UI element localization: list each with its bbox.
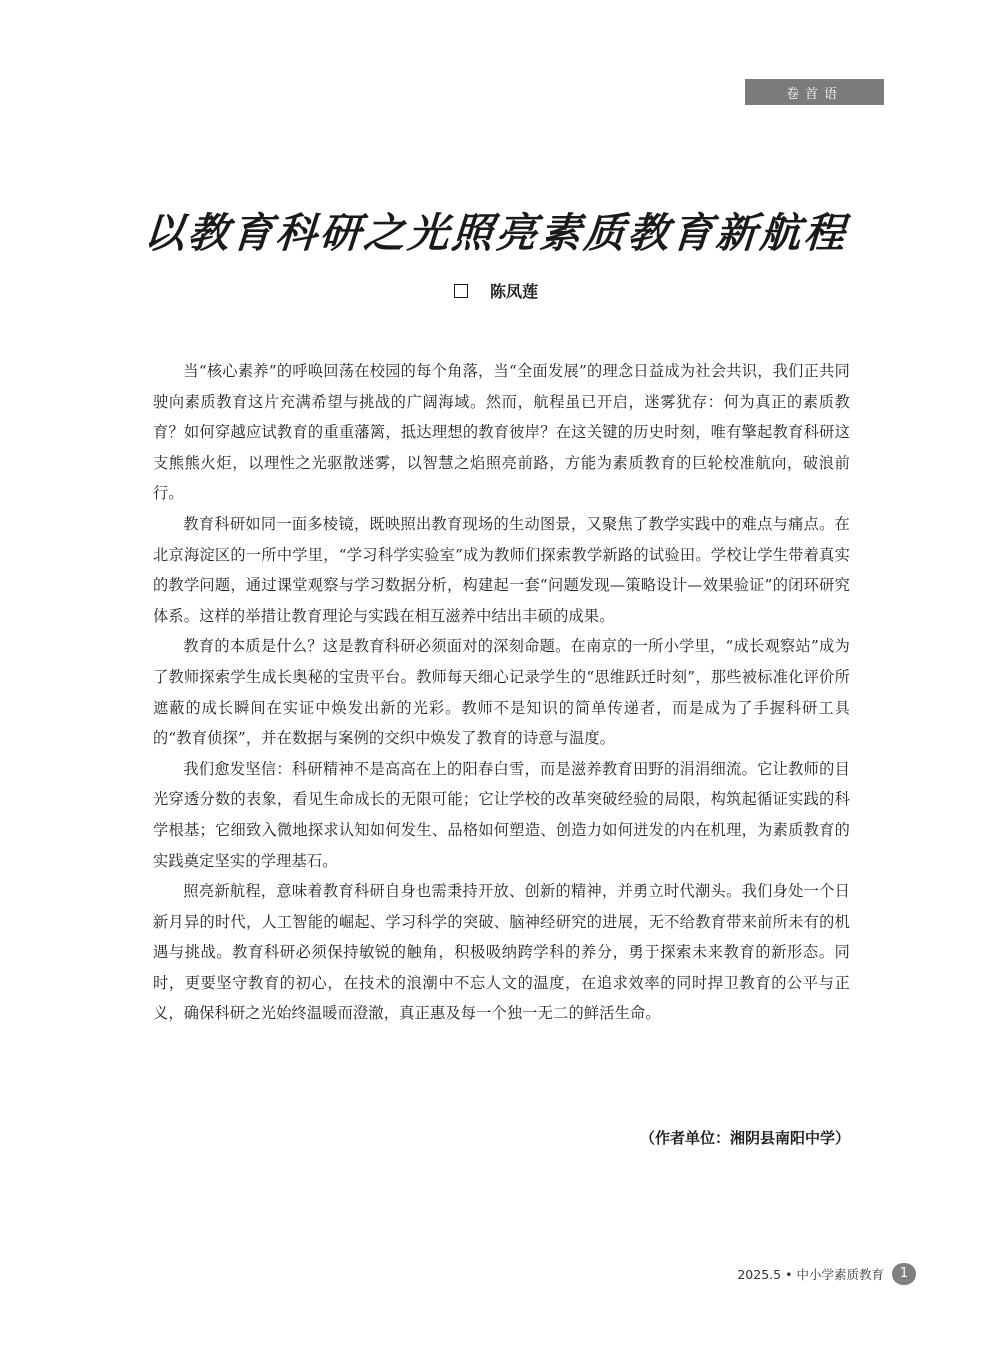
- section-tag: 卷首语: [745, 79, 884, 105]
- paragraph-5: 照亮新航程，意味着教育科研自身也需秉持开放、创新的精神，并勇立时代潮头。我们身处一个日新月异的时代，人工智能的崛起、学习科学的突破、脑神经研究的进展，无不给教育带来前所未有的机遇与挑战。教育科研必须保持敏锐的触角，积极吸纳跨学科的养分，勇于探索未来教育的新形态。同时，更要坚守教育的初心，在技术的浪潮中不忘人文的温度，在追求效率的同时捍卫教育的公平与正义，确保科研之光始终温暖而澄澈，真正惠及每一个独一无二的鲜活生命。: [153, 882, 850, 1023]
- separator-dot: •: [785, 1266, 793, 1282]
- paragraph-3: 教育的本质是什么？这是教育科研必须面对的深刻命题。在南京的一所小学里，“成长观察站”成为了教师探索学生成长奥秘的宝贵平台。教师每天细心记录学生的“思维跃迁时刻”，那些被标准化评价所遮蔽的成长瞬间在实证中焕发出新的光彩。教师不是知识的简单传递者，而是成为了手握科研工具的“教育侦探”，并在数据与案例的交织中焕发了教育的诗意与温度。: [153, 637, 850, 748]
- byline: [0, 279, 992, 302]
- article-body: [153, 356, 850, 1029]
- journal-name: 中小学素质教育: [796, 1267, 884, 1282]
- page-number-badge: 1: [892, 1263, 916, 1285]
- author-affiliation: （作者单位：湘阴县南阳中学）: [639, 1129, 850, 1147]
- paragraph-1: 当“核心素养”的呼唤回荡在校园的每个角落，当“全面发展”的理念日益成为社会共识，我们正共同驶向素质教育这片充满希望与挑战的广阔海域。然而，航程虽已开启，迷雾犹存：何为真正的素质教育？如何穿越应试教育的重重藩篱，抵达理想的教育彼岸？在这关键的历史时刻，唯有擎起教育科研这支熊熊火炬，以理性之光驱散迷雾，以智慧之焰照亮前路，方能为素质教育的巨轮校准航向，破浪前行。: [153, 362, 850, 503]
- article-title: 以教育科研之光照亮素质教育新航程: [142, 209, 850, 257]
- page-footer: [737, 1263, 916, 1285]
- paragraph-4: 我们愈发坚信：科研精神不是高高在上的阳春白雪，而是滋养教育田野的涓涓细流。它让教师的目光穿透分数的表象，看见生命成长的无限可能；它让学校的改革突破经验的局限，构筑起循证实践的科学根基；它细致入微地探求认知如何发生、品格如何塑造、创造力如何迸发的内在机理，为素质教育的实践奠定坚实的学理基石。: [153, 759, 850, 870]
- issue-number: 2025.5: [737, 1266, 782, 1282]
- paragraph-2: 教育科研如同一面多棱镜，既映照出教育现场的生动图景，又聚焦了教学实践中的难点与痛点。在北京海淀区的一所中学里，“学习科学实验室”成为教师们探索教学新路的试验田。学校让学生带着真实的教学问题，通过课堂观察与学习数据分析，构建起一套“问题发现—策略设计—效果验证”的闭环研究体系。这样的举措让教育理论与实践在相互滋养中结出丰硕的成果。: [153, 514, 850, 625]
- author-name: 陈凤莲: [489, 282, 538, 301]
- square-icon: [454, 284, 468, 298]
